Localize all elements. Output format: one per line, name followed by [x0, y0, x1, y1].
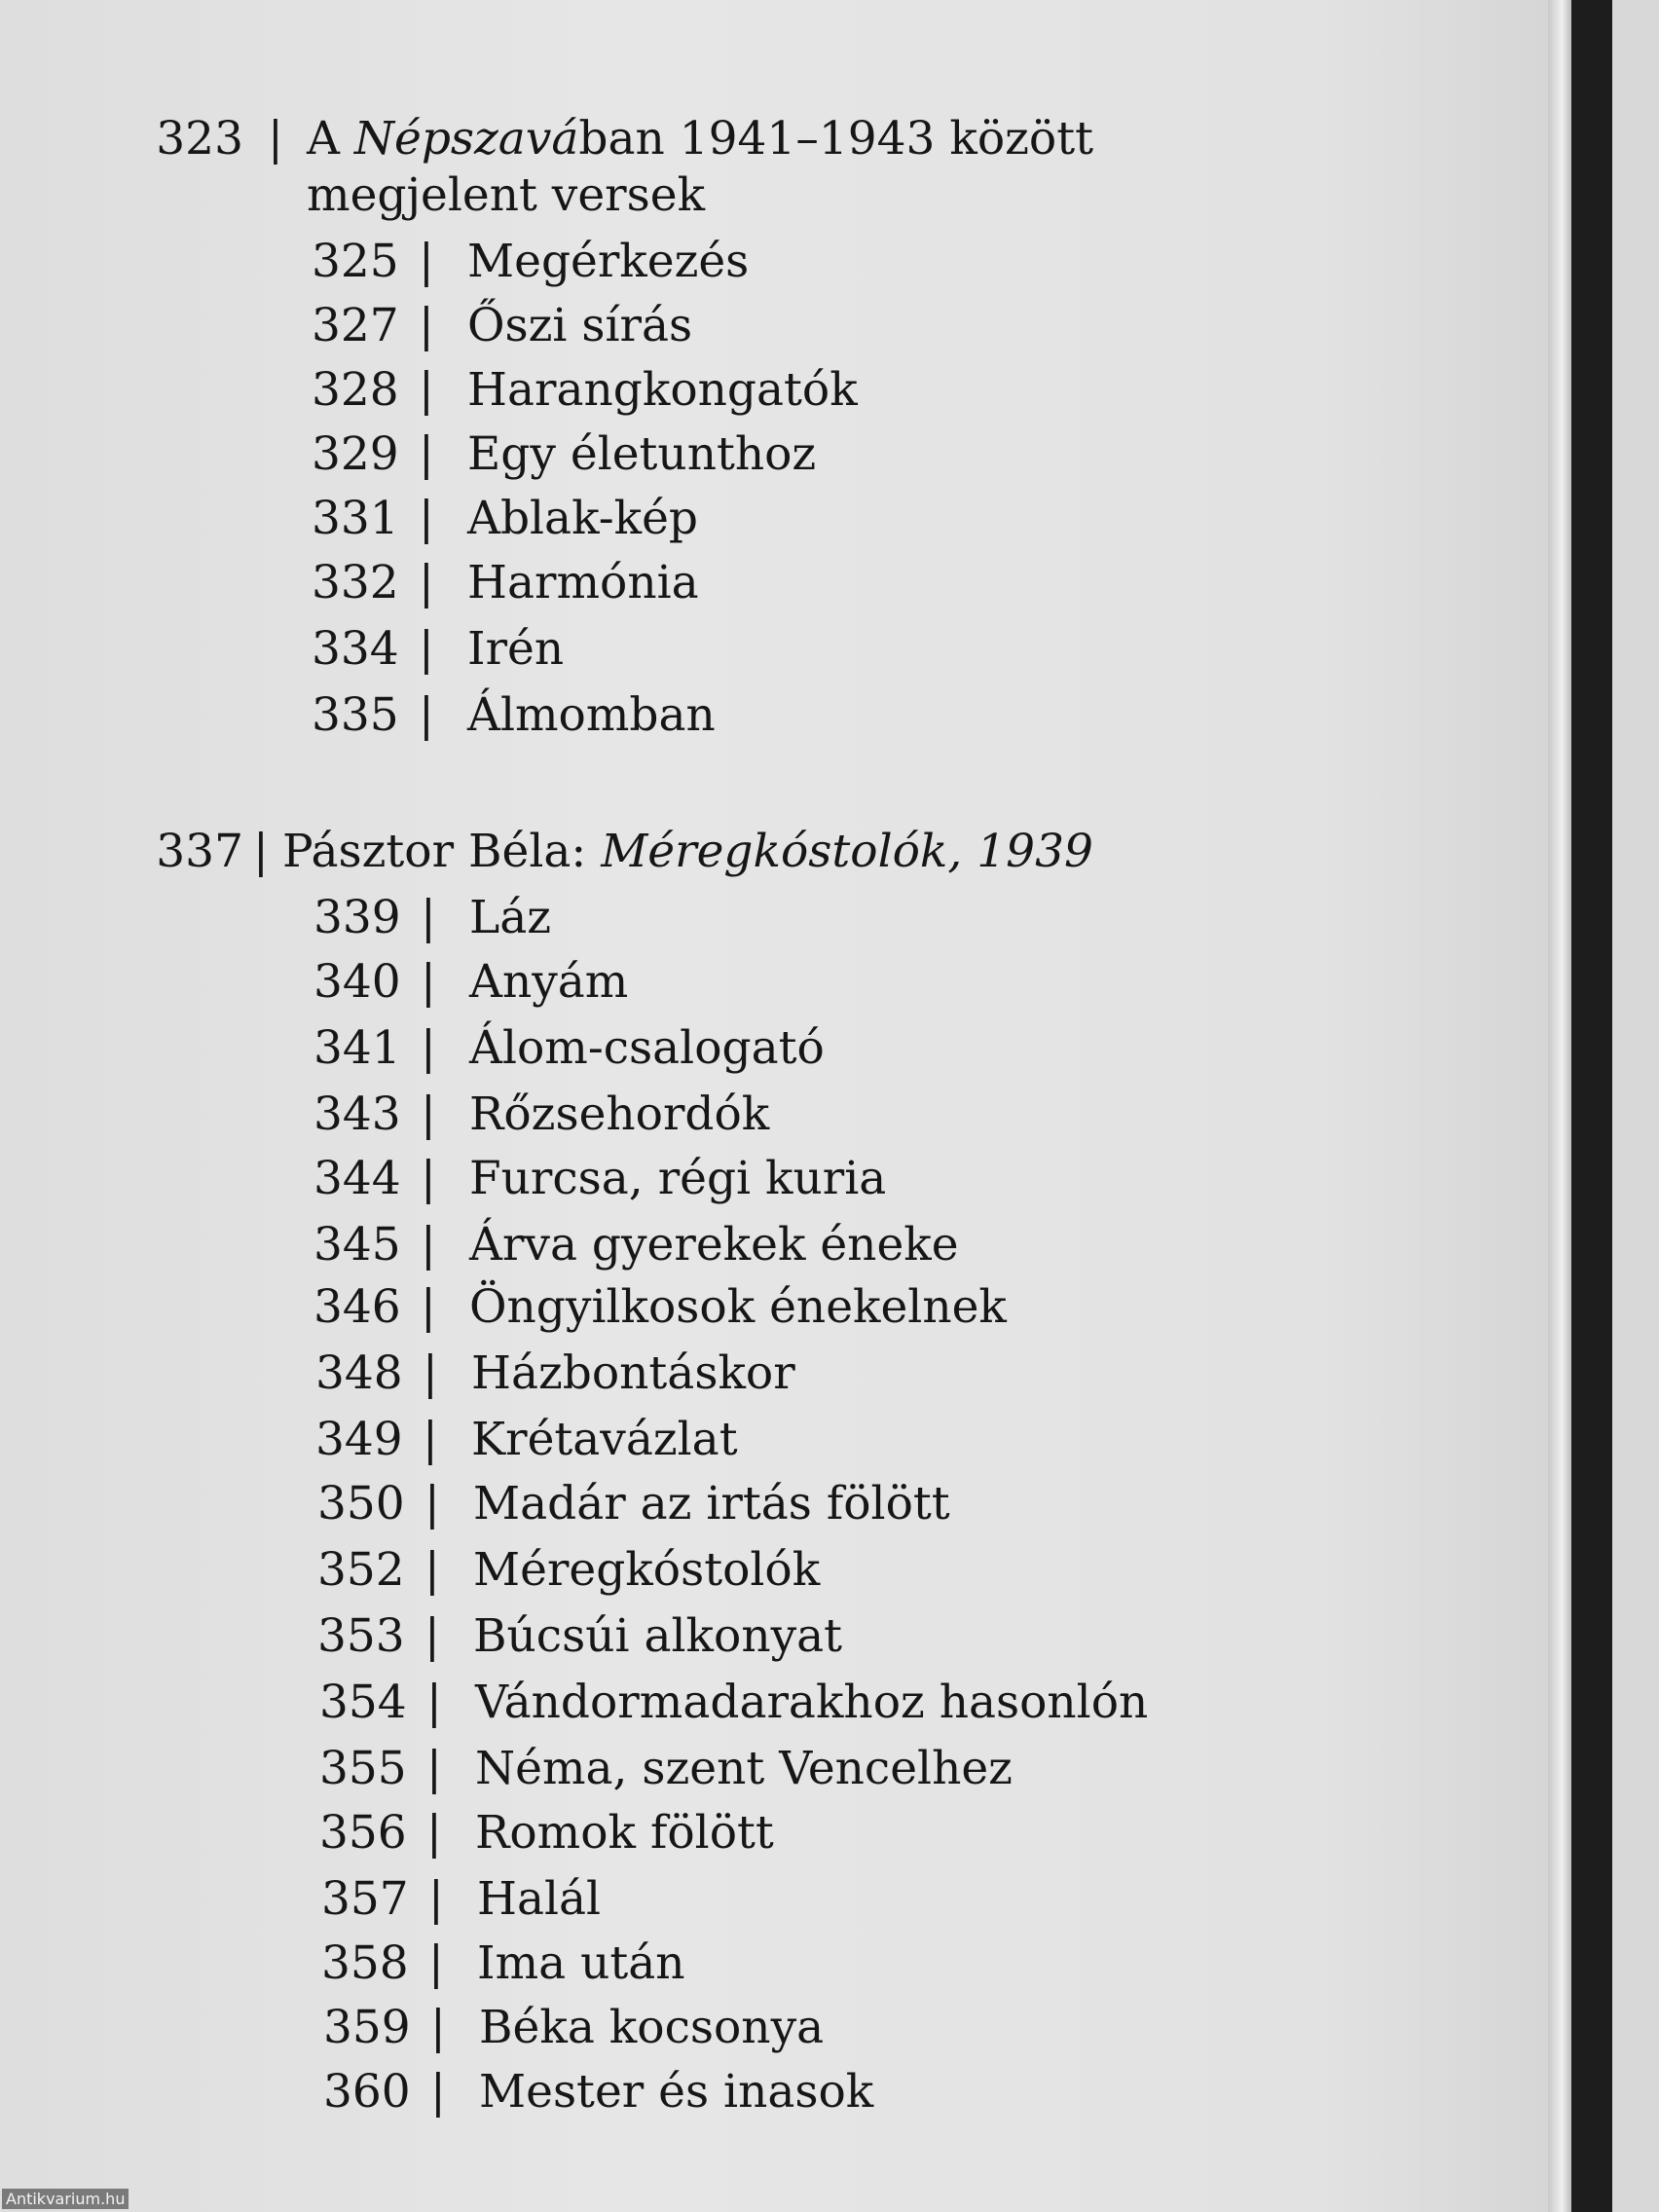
entry-page-number: 356 [319, 1806, 407, 1860]
separator: | [428, 1872, 444, 1926]
entry-title: Anyám [469, 955, 629, 1009]
entry-page-number: 354 [319, 1676, 407, 1729]
section-title-line-2: megjelent versek [307, 168, 706, 222]
entry-title: Álmomban [467, 688, 716, 742]
entry-title: Krétavázlat [471, 1413, 738, 1466]
entry-title: Romok fölött [475, 1806, 774, 1860]
entry-page-number: 328 [312, 363, 399, 417]
separator: | [419, 235, 434, 288]
entry-page-number: 327 [312, 299, 399, 352]
section-page-number: 337 [156, 825, 243, 878]
separator: | [419, 556, 434, 609]
separator: | [421, 1021, 436, 1075]
entry-title: Irén [467, 622, 565, 676]
entry-title: Harmónia [467, 556, 699, 609]
entry-title: Házbontáskor [471, 1346, 795, 1400]
entry-page-number: 348 [315, 1346, 403, 1400]
entry-title: Árva gyerekek éneke [469, 1218, 959, 1272]
separator: | [419, 688, 434, 742]
separator: | [421, 1088, 436, 1141]
entry-page-number: 355 [319, 1742, 407, 1795]
separator: | [419, 299, 434, 352]
entry-page-number: 335 [312, 688, 399, 742]
entry-page-number: 350 [317, 1477, 405, 1530]
entry-page-number: 352 [317, 1543, 405, 1597]
section-page-number: 323 [156, 112, 243, 166]
separator: | [423, 1413, 438, 1466]
entry-page-number: 340 [313, 955, 401, 1009]
separator: | [424, 1477, 440, 1530]
separator: | [419, 492, 434, 545]
entry-title: Ima után [477, 1936, 685, 1990]
entry-page-number: 343 [313, 1088, 401, 1141]
separator: | [426, 1742, 442, 1795]
entry-title: Mester és inasok [479, 2065, 874, 2119]
entry-page-number: 346 [313, 1280, 401, 1334]
entry-title: Megérkezés [467, 235, 750, 288]
separator: | [423, 1346, 438, 1400]
entry-title: Halál [477, 1872, 602, 1926]
entry-page-number: 325 [312, 235, 399, 288]
page-edge [1548, 0, 1571, 2212]
separator: | [419, 427, 434, 481]
entry-page-number: 357 [321, 1872, 409, 1926]
separator: | [419, 363, 434, 417]
entry-title: Vándormadarakhoz hasonlón [475, 1676, 1149, 1729]
entry-page-number: 334 [312, 622, 399, 676]
entry-page-number: 360 [323, 2065, 411, 2119]
entry-title: Ablak-kép [467, 492, 698, 545]
entry-page-number: 349 [315, 1413, 403, 1466]
separator: | [426, 1806, 442, 1860]
separator: | [430, 2065, 446, 2119]
entry-title: Béka kocsonya [479, 2001, 825, 2054]
separator: | [421, 955, 436, 1009]
separator: | [421, 1152, 436, 1205]
entry-title: Egy életunthoz [467, 427, 817, 481]
book-cover-edge [1612, 0, 1659, 2212]
entry-title: Furcsa, régi kuria [469, 1152, 887, 1205]
entry-page-number: 329 [312, 427, 399, 481]
entry-page-number: 339 [313, 891, 401, 944]
entry-page-number: 331 [312, 492, 399, 545]
separator: | [428, 1936, 444, 1990]
entry-title: Láz [469, 891, 551, 944]
entry-page-number: 341 [313, 1021, 401, 1075]
entry-page-number: 332 [312, 556, 399, 609]
entry-page-number: 358 [321, 1936, 409, 1990]
separator: | [421, 1218, 436, 1272]
separator: | [253, 825, 269, 878]
section-title: Pásztor Béla: Méregkóstolók, 1939 [282, 825, 1093, 878]
separator: | [421, 1280, 436, 1334]
book-gutter [1571, 0, 1612, 2212]
separator: | [268, 112, 283, 166]
entry-title: Őszi sírás [467, 299, 693, 352]
entry-page-number: 353 [317, 1609, 405, 1663]
separator: | [424, 1543, 440, 1597]
section-title: A Népszavában 1941–1943 között [307, 112, 1093, 166]
entry-title: Néma, szent Vencelhez [475, 1742, 1013, 1795]
entry-page-number: 344 [313, 1152, 401, 1205]
entry-title: Harangkongatók [467, 363, 858, 417]
separator: | [421, 891, 436, 944]
entry-title: Méregkóstolók [473, 1543, 821, 1597]
entry-title: Madár az irtás fölött [473, 1477, 950, 1530]
watermark-text: Antikvarium.hu [2, 2189, 129, 2209]
entry-title: Rőzsehordók [469, 1088, 770, 1141]
separator: | [430, 2001, 446, 2054]
entry-title: Öngyilkosok énekelnek [469, 1280, 1007, 1334]
entry-title: Búcsúi alkonyat [473, 1609, 843, 1663]
entry-page-number: 359 [323, 2001, 411, 2054]
entry-page-number: 345 [313, 1218, 401, 1272]
separator: | [424, 1609, 440, 1663]
separator: | [419, 622, 434, 676]
separator: | [426, 1676, 442, 1729]
entry-title: Álom-csalogató [469, 1021, 825, 1075]
